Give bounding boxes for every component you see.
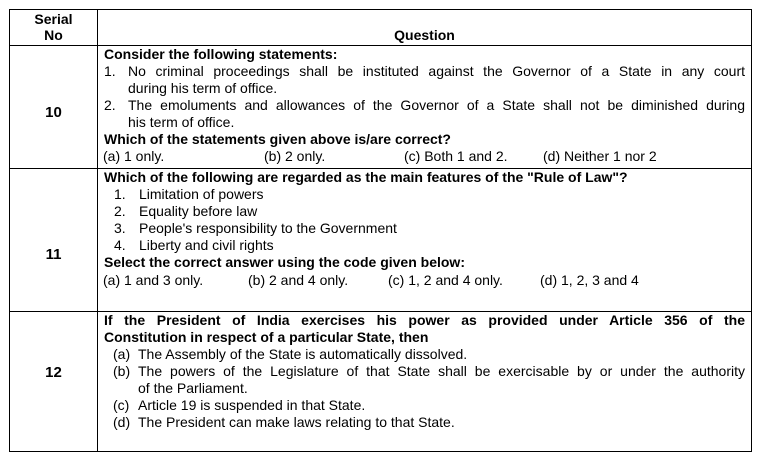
statement-number: 1.	[104, 63, 116, 79]
question-lead-line2: Constitution in respect of a particular State, then	[104, 329, 429, 345]
question-12	[104, 312, 745, 431]
question-prompt: Select the correct answer using the code given below:	[104, 254, 465, 270]
question-header: Question	[394, 27, 455, 43]
statement-text: The emoluments and allowances of the Governor of a State shall not be diminished during	[128, 97, 745, 113]
item-number: 2.	[114, 203, 126, 219]
item-number: 4.	[114, 237, 126, 253]
feature-list	[104, 186, 745, 254]
serial-header-line1: Serial	[34, 11, 73, 27]
question-prompt: Which of the statements given above is/are correct?	[104, 131, 451, 147]
answer-text: The Assembly of the State is automatically dissolved.	[138, 346, 468, 362]
list-item	[104, 237, 745, 254]
answer-text: The powers of the Legislature of that State shall be exercisable by or under the authority	[138, 363, 745, 379]
question-11	[104, 169, 745, 289]
option-a: (a) 1 only.	[103, 148, 165, 164]
option-c: (c) Both 1 and 2.	[404, 148, 508, 164]
item-text: People's responsibility to the Government	[139, 220, 397, 236]
list-item	[104, 186, 745, 203]
answer-label: (b)	[113, 363, 131, 379]
option-b: (b) 2 and 4 only.	[248, 272, 349, 288]
answer-d	[104, 414, 745, 431]
answer-text-cont: of the Parliament.	[138, 380, 248, 396]
options-row	[104, 148, 745, 165]
serial-header-line2: No	[44, 27, 63, 43]
item-text: Liberty and civil rights	[139, 237, 274, 253]
column-divider	[97, 10, 98, 451]
option-d: (d) Neither 1 nor 2	[543, 148, 657, 164]
question-lead: Consider the following statements:	[104, 46, 338, 62]
question-lead-line1: If the President of India exercises his power as provided under Article 356 of the	[104, 312, 745, 328]
question-10	[104, 46, 745, 165]
statement-text-cont: during his term of office.	[128, 80, 278, 96]
statement-2	[104, 97, 745, 131]
serial-header	[10, 11, 97, 43]
item-text: Limitation of powers	[139, 186, 264, 202]
question-table	[9, 9, 752, 452]
serial-number: 12	[45, 364, 62, 381]
statement-text: No criminal proceedings shall be instituted against the Governor of a State in any court	[128, 63, 745, 79]
serial-number: 11	[45, 246, 62, 263]
statement-1	[104, 63, 745, 97]
option-c: (c) 1, 2 and 4 only.	[388, 272, 503, 288]
option-a: (a) 1 and 3 only.	[103, 272, 204, 288]
answer-label: (a)	[113, 346, 131, 362]
answer-text: Article 19 is suspended in that State.	[138, 397, 366, 413]
option-d: (d) 1, 2, 3 and 4	[540, 272, 639, 288]
option-b: (b) 2 only.	[264, 148, 326, 164]
answer-label: (d)	[113, 414, 131, 430]
statement-number: 2.	[104, 97, 116, 113]
answer-label: (c)	[113, 397, 130, 413]
answer-c	[104, 397, 745, 414]
item-number: 3.	[114, 220, 126, 236]
item-text: Equality before law	[139, 203, 258, 219]
answer-a	[104, 346, 745, 363]
answer-b	[104, 363, 745, 397]
options-row	[104, 272, 745, 289]
answer-text: The President can make laws relating to that State.	[138, 414, 455, 430]
question-lead: Which of the following are regarded as the main features of the "Rule of Law"?	[104, 169, 628, 185]
statement-text-cont: his term of office.	[128, 114, 235, 130]
item-number: 1.	[114, 186, 126, 202]
list-item	[104, 220, 745, 237]
serial-number: 10	[45, 104, 62, 121]
list-item	[104, 203, 745, 220]
